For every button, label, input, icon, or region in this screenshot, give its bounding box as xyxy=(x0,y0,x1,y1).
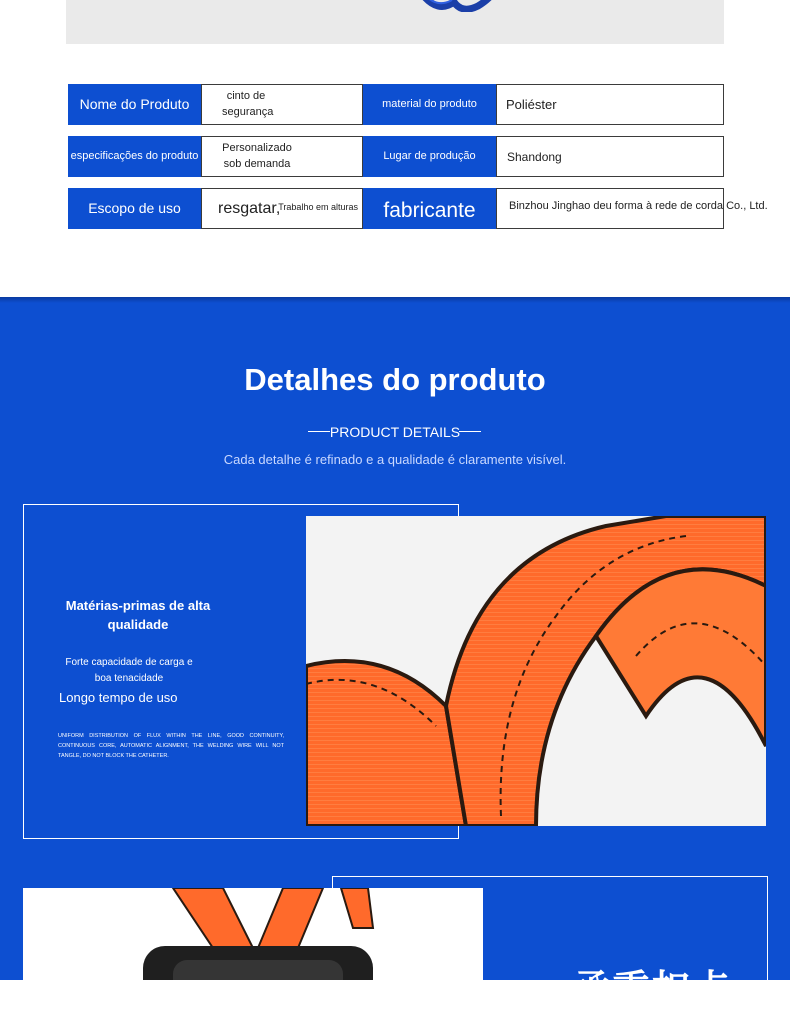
spec-value-specifications xyxy=(201,136,363,177)
spec-value-product-name xyxy=(201,84,363,125)
section-top-shadow xyxy=(0,297,790,303)
details-tagline: Cada detalhe é refinado e a qualidade é claramente visível. xyxy=(223,452,567,467)
spec-label-product-name: Nome do Produto xyxy=(68,84,201,125)
spec-label-manufacturer: fabricante xyxy=(363,188,496,229)
orange-webbing-graphic xyxy=(306,516,766,826)
spec-value-product-name-text: cinto de segurança xyxy=(222,90,274,118)
details-subtitle: PRODUCT DETAILS xyxy=(329,424,461,440)
spec-value-scope-main: resgatar, xyxy=(218,199,281,217)
spec-label-specifications: especificações do produto xyxy=(68,136,201,177)
spec-label-scope: Escopo de uso xyxy=(68,188,201,229)
feature-fine-print: UNIFORM DISTRIBUTION OF FLUX WITHIN THE LINE, GOOD CONTINUITY, CONTINUOUS CORE, AUTOMATIC ALIGNMENT, THE WELDING WIRE WILL NOT TANGLE, DO NOT BLOCK THE CATHETER. xyxy=(58,733,284,759)
feature-line-load: Forte capacidade de carga e boa tenacidade xyxy=(65,657,193,684)
spec-label-origin: Lugar de produção xyxy=(363,136,496,177)
spec-value-scope xyxy=(201,188,363,229)
buckle-graphic xyxy=(418,0,498,12)
details-title: Detalhes do produto xyxy=(244,362,546,397)
feature-heading: Matérias-primas de alta qualidade xyxy=(65,598,211,632)
spec-value-material: Poliéster xyxy=(496,84,724,125)
feature-line-durability: Longo tempo de uso xyxy=(59,690,178,705)
spec-value-origin: Shandong xyxy=(496,136,724,177)
product-image-top xyxy=(66,0,724,44)
harness-buckle-graphic xyxy=(23,888,483,980)
harness-photo xyxy=(23,888,483,980)
spec-value-manufacturer: Binzhou Jinghao deu forma à rede de corda Co., Ltd. xyxy=(496,188,724,229)
webbing-photo xyxy=(306,516,766,826)
spec-value-scope-sub: Trabalho em alturas xyxy=(278,201,358,212)
spec-value-specifications-text: Personalizado sob demanda xyxy=(222,141,292,170)
feature-2-heading: 承重扣点 xyxy=(572,969,733,1011)
spec-label-material: material do produto xyxy=(363,84,496,125)
